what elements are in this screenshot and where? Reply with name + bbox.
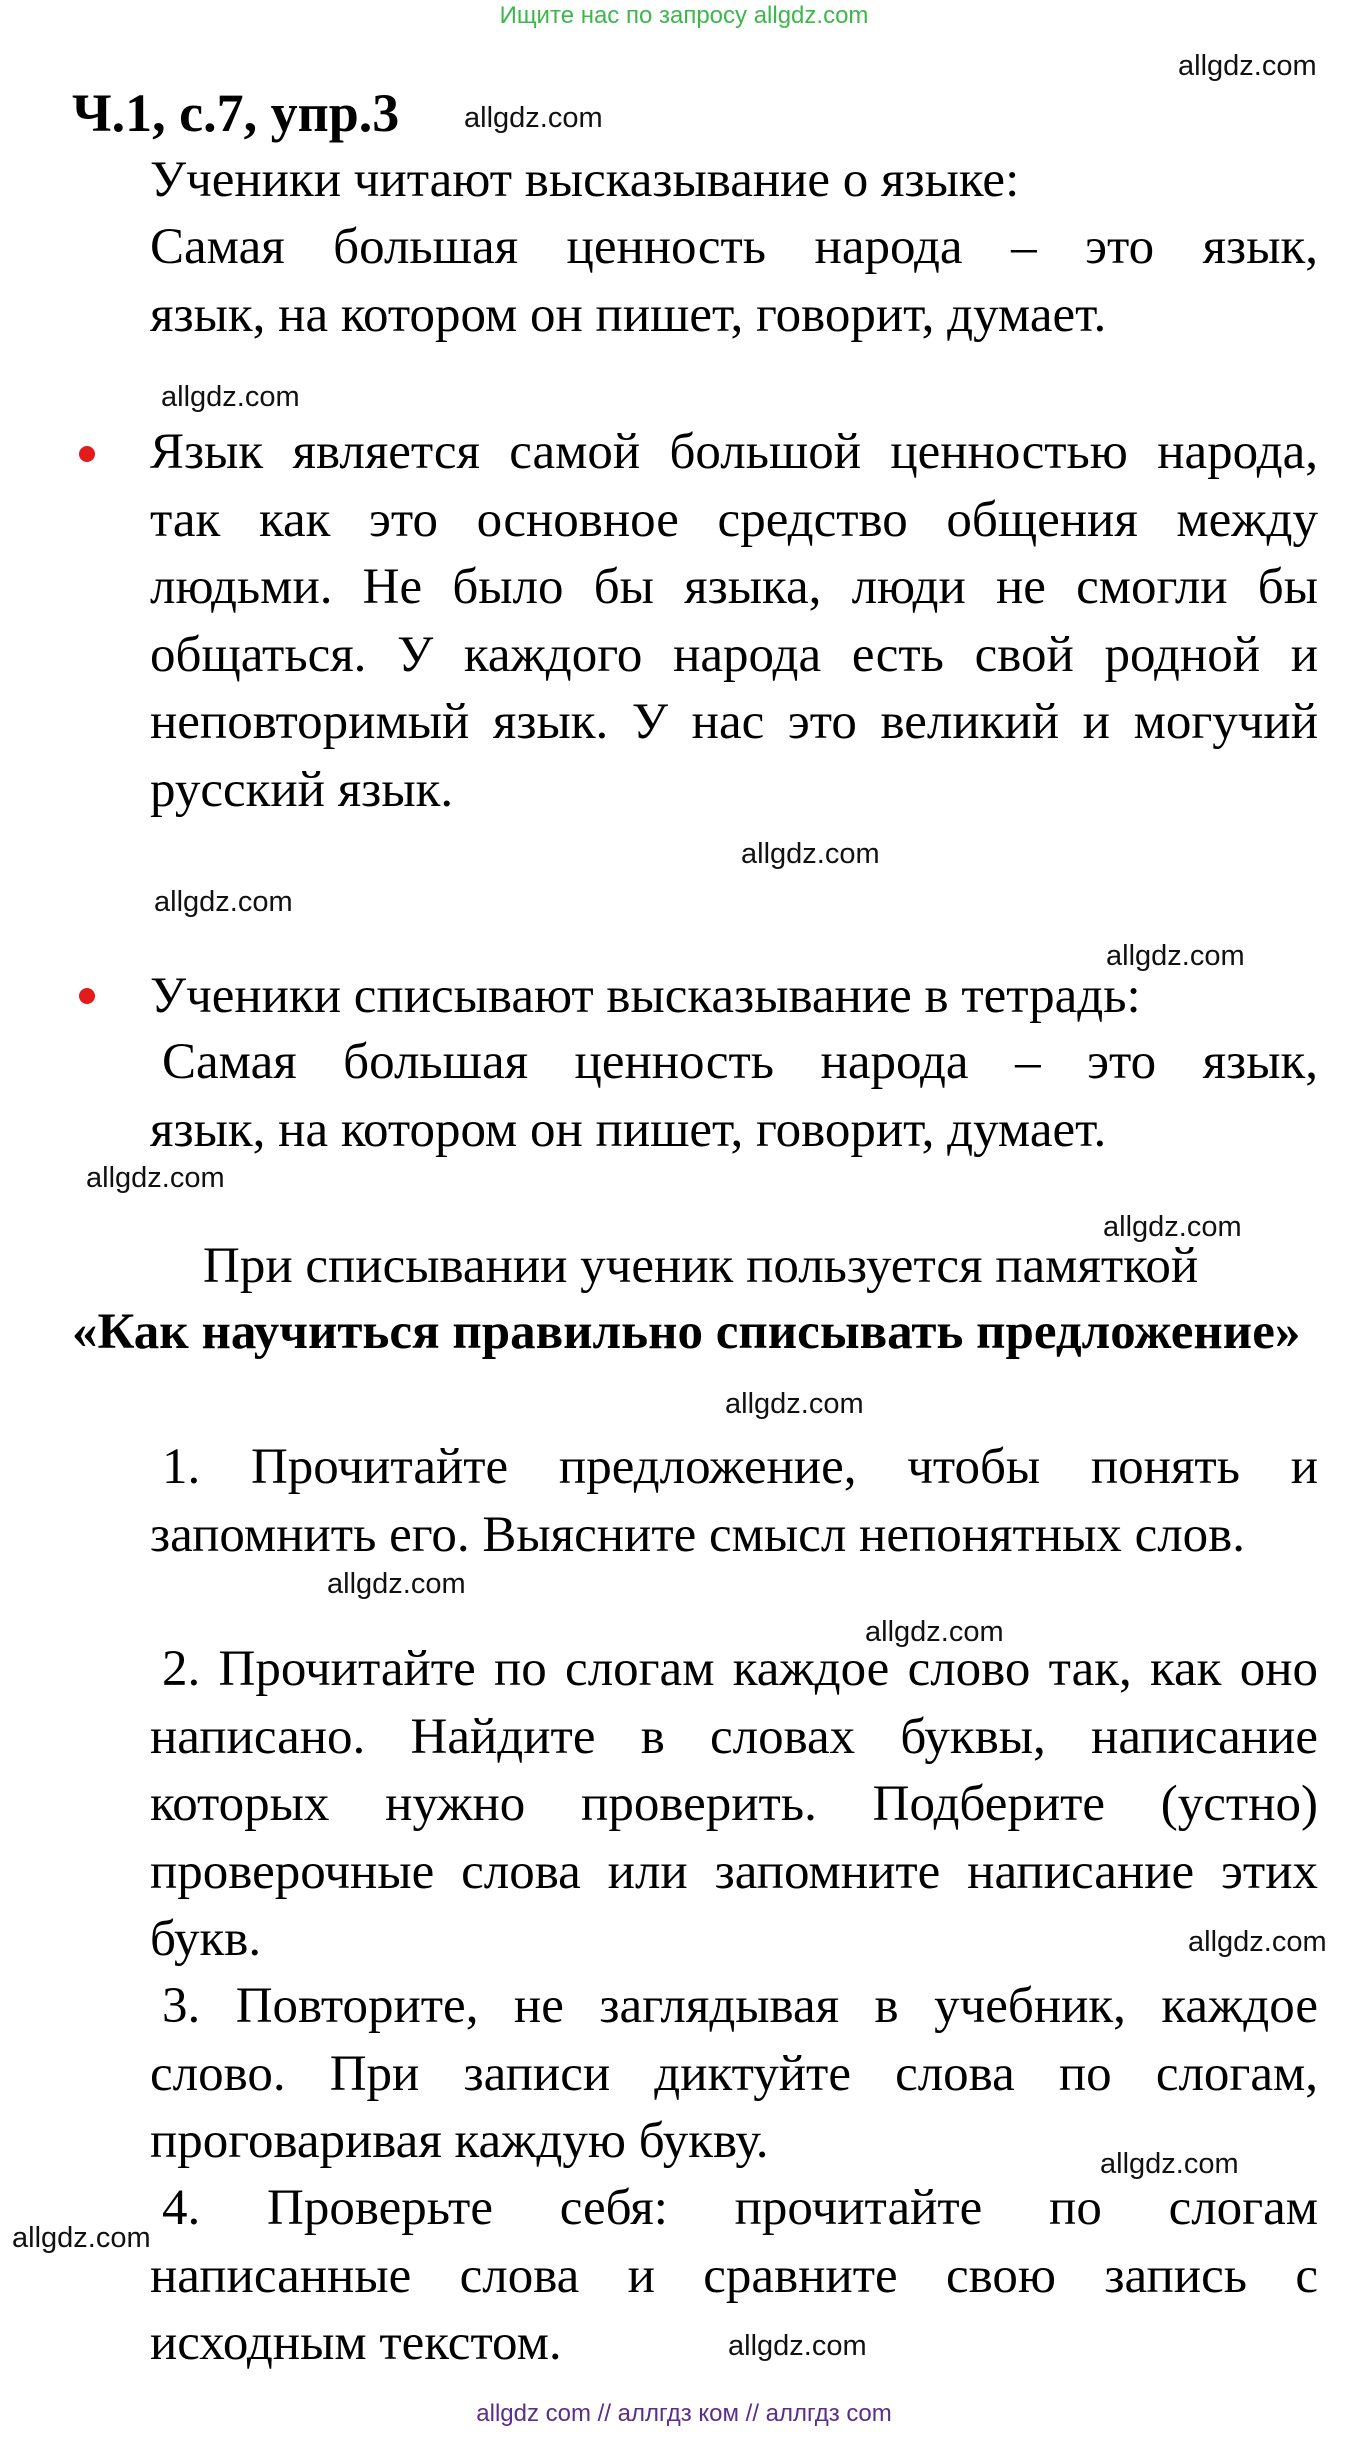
memo-step-2: 2. Прочитайте по слогам каждое слово так, как оно написано. Найдите в словах буквы, написание которых нужно проверить. Подберите (устно) проверочные слова или запомните написание этих букв. (150, 1641, 1318, 1967)
watermark: allgdz.com (725, 1388, 864, 1420)
intro-quote-line-2: язык, на котором он пишет, говорит, думает. (150, 287, 1107, 343)
memo-step-3: 3. Повторите, не заглядывая в учебник, каждое слово. При записи диктуйте слова по слогам, проговаривая каждую букву. (150, 1978, 1318, 2169)
memo-title: «Как научиться правильно списывать предложение» (72, 1304, 1301, 1360)
watermark: allgdz.com (1188, 1926, 1327, 1958)
memo-step-4: 4. Проверьте себя: прочитайте по слогам написанные слова и сравните свою запись с исходным текстом. (150, 2180, 1318, 2371)
watermark: allgdz.com (464, 102, 603, 134)
memo-intro: При списывании ученик пользуется памяткой (203, 1238, 1199, 1294)
top-banner[interactable]: Ищите нас по запросу allgdz.com (499, 2, 869, 29)
watermark: allgdz.com (12, 2222, 151, 2254)
exercise-title: Ч.1, с.7, упр.3 (72, 83, 400, 143)
watermark: allgdz.com (1178, 50, 1317, 82)
watermark: allgdz.com (741, 838, 880, 870)
bullet-marker (79, 446, 95, 462)
footer-links[interactable]: allgdz com // аллгдз ком // аллгдз com (476, 2400, 892, 2427)
intro-line: Ученики читают высказывание о языке: (150, 152, 1020, 208)
watermark: allgdz.com (1106, 940, 1245, 972)
memo-step-1: 1. Прочитайте предложение, чтобы понять и запомнить его. Выясните смысл непонятных слов. (150, 1439, 1318, 1563)
watermark: allgdz.com (327, 1568, 466, 1600)
intro-quote-line-1: Самая большая ценность народа – это язык, (150, 219, 1318, 275)
bullet2-quote-line-2: язык, на котором он пишет, говорит, думает. (150, 1102, 1107, 1158)
watermark: allgdz.com (161, 381, 300, 413)
watermark: allgdz.com (865, 1616, 1004, 1648)
bullet2-quote-line-1: Самая большая ценность народа – это язык, (162, 1034, 1318, 1090)
watermark: allgdz.com (1100, 2148, 1239, 2180)
watermark: allgdz.com (86, 1162, 225, 1194)
watermark: allgdz.com (154, 886, 293, 918)
bullet2-line: Ученики списывают высказывание в тетрадь: (150, 968, 1141, 1024)
bullet-marker (79, 988, 95, 1004)
bullet-paragraph-1: Язык является самой большой ценностью народа, так как это основное средство общения между людьми. Не было бы языка, люди не смогли бы общаться. У каждого народа есть свой родной и неповторимый язык. У нас это великий и могучий русский язык. (150, 424, 1318, 818)
watermark: allgdz.com (1103, 1211, 1242, 1243)
watermark: allgdz.com (728, 2330, 867, 2362)
